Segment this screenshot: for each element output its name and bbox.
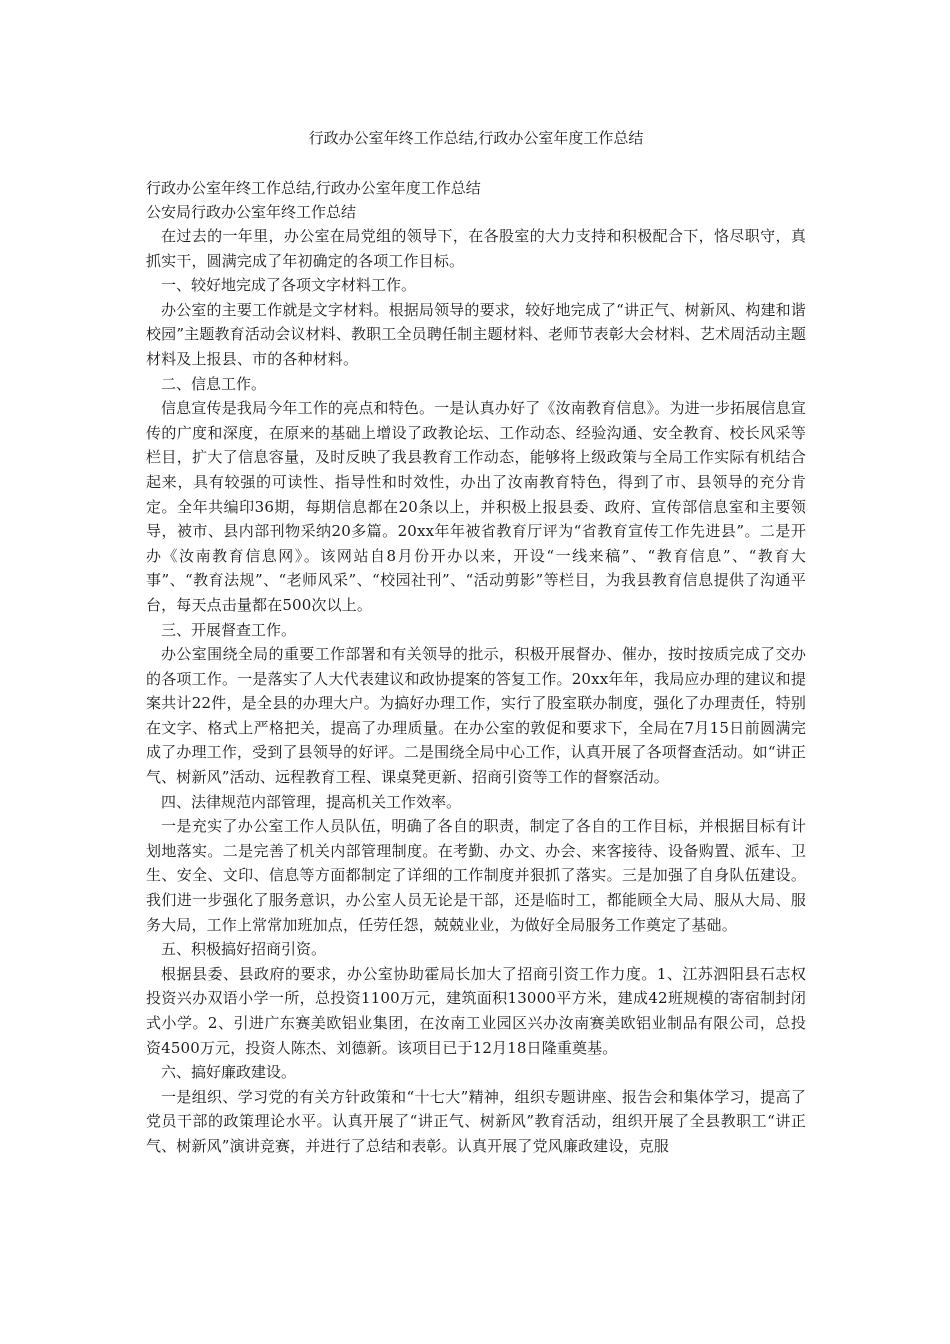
section-heading-5: 五、积极搞好招商引资。 (161, 940, 327, 959)
section-heading-3: 三、开展督查工作。 (161, 620, 297, 639)
section-body-1: 办公室的主要工作就是文字材料。根据局领导的要求，较好地完成了“讲正气、树新风、构建和谐校园”主题教育活动会议材料、教职工全员聘任制主题材料、老师节表彰大会材料、艺术周活动主题材料及上报县、市的各种材料。 (146, 300, 806, 368)
section-body-6: 一是组织、学习党的有关方针政策和“十七大”精神，组织专题讲座、报告会和集体学习，提高了党员干部的政策理论水平。认真开展了“讲正气、树新风”教育活动，组织开展了全县教职工“讲正气、树新风”演讲竞赛，并进行了总结和表彰。认真开展了党风廉政建设，克服 (146, 1087, 806, 1155)
intro-paragraph: 在过去的一年里，办公室在局党组的领导下，在各股室的大力支持和积极配合下，恪尽职守，真抓实干，圆满完成了年初确定的各项工作目标。 (146, 227, 806, 270)
section-body-4: 一是充实了办公室工作人员队伍，明确了各自的职责，制定了各自的工作目标，并根据目标有计划地落实。二是完善了机关内部管理制度。在考勤、办文、办会、来客接待、设备购置、派车、卫生、安全、文印、信息等方面都制定了详细的工作制度并狠抓了落实。三是加强了自身队伍建设。我们进一步强化了服务意识，办公室人员无论是干部，还是临时工，都能顾全大局、服从大局、服务大局，工作上常常加班加点，任劳任怨，兢兢业业，为做好全局服务工作奠定了基础。 (146, 817, 806, 934)
section-body-2: 信息宣传是我局今年工作的亮点和特色。一是认真办好了《汝南教育信息》。为进一步拓展信息宣传的广度和深度，在原来的基础上增设了政教论坛、工作动态、经验沟通、安全教育、校长风采等栏目，扩大了信息容量，及时反映了我县教育工作动态，能够将上级政策与全局工作实际有机结合起来，具有较强的可读性、指导性和时效性，办出了汝南教育特色，得到了市、县领导的充分肯定。全年共编印36期，每期信息都在20条以上，并积极上报县委、政府、宣传部信息室和主要领导，被市、县内部刊物采纳20多篇。20xx年年被省教育厅评为“省教育宣传工作先进县”。二是开办《汝南教育信息网》。该网站自8月份开办以来，开设“一线来稿”、“教育信息”、“教育大事”、“教育法规”、“老师风采”、“校园社刊”、“活动剪影”等栏目，为我县教育信息提供了沟通平台，每天点击量都在500次以上。 (146, 399, 806, 614)
section-heading-4: 四、法律规范内部管理，提高机关工作效率。 (161, 792, 462, 811)
section-body-5: 根据县委、县政府的要求，办公室协助霍局长加大了招商引资工作力度。1、江苏泗阳县石志权投资兴办双语小学一所，总投资1100万元，建筑面积13000平方米，建成42班规模的寄宿制封闭式小学。2、引进广东赛美欧铝业集团，在汝南工业园区兴办汝南赛美欧铝业制品有限公司，总投资4500万元，投资人陈杰、刘德新。该项目已于12月18日隆重奠基。 (146, 964, 806, 1057)
section-heading-2: 二、信息工作。 (161, 374, 267, 393)
section-body-3: 办公室围绕全局的重要工作部署和有关领导的批示，积极开展督办、催办，按时按质完成了交办的各项工作。一是落实了人大代表建议和政协提案的答复工作。20xx年年，我局应办理的建议和提案共计22件，是全县的办理大户。为搞好办理工作，实行了股室联办制度，强化了办理责任，特别在文字、格式上严格把关，提高了办理质量。在办公室的敦促和要求下，全局在7月15日前圆满完成了办理工作，受到了县领导的好评。二是围绕全局中心工作，认真开展了各项督查活动。如“讲正气、树新风”活动、远程教育工程、课桌凳更新、招商引资等工作的督察活动。 (146, 645, 806, 787)
section-heading-1: 一、较好地完成了各项文字材料工作。 (161, 276, 417, 295)
subtitle-line: 行政办公室年终工作总结,行政办公室年度工作总结 (146, 179, 481, 197)
document-page (146, 0, 806, 1159)
section-heading-6: 六、搞好廉政建设。 (161, 1063, 297, 1082)
document-title: 行政办公室年终工作总结,行政办公室年度工作总结 (308, 129, 644, 147)
unit-line: 公安局行政办公室年终工作总结 (146, 203, 357, 221)
